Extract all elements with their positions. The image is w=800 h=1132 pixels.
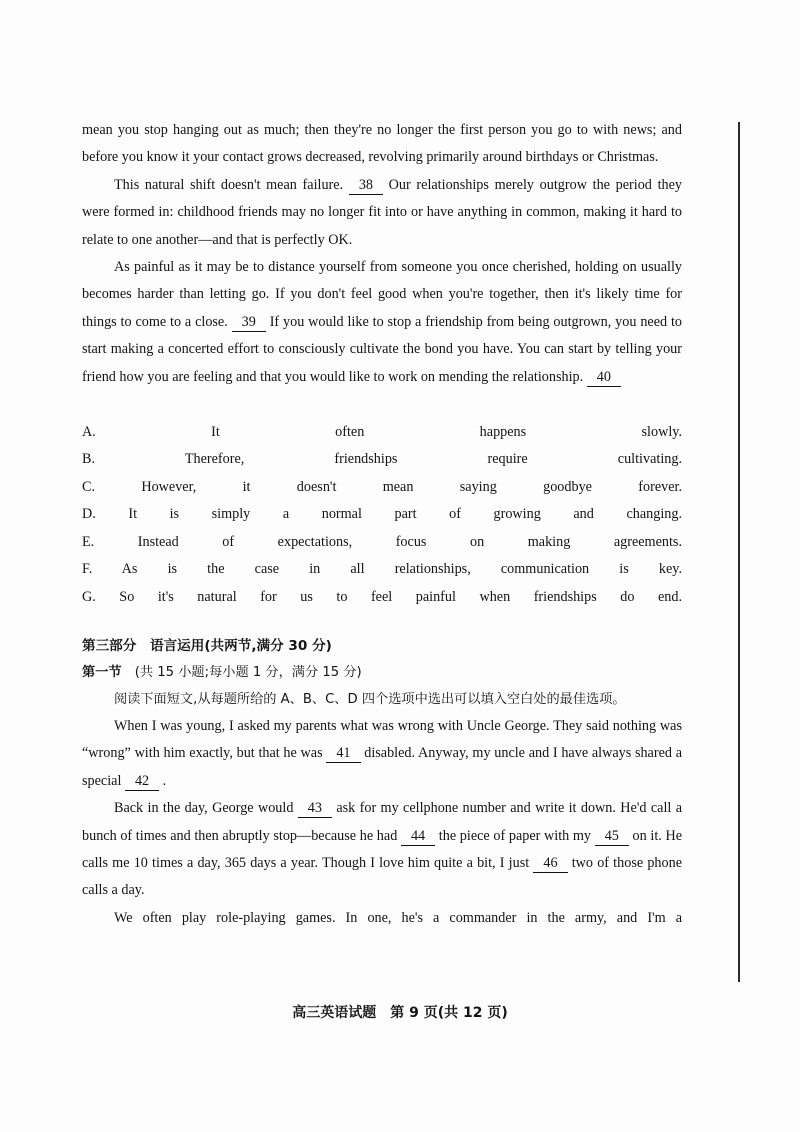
answer-options bbox=[82, 419, 682, 611]
page-footer: 高三英语试题 第 9 页(共 12 页) bbox=[292, 1005, 508, 1021]
section1-heading bbox=[82, 660, 682, 686]
blank-45: 45 bbox=[595, 827, 629, 846]
option-f: F. As is the case in all relationships, communication is key. bbox=[82, 561, 682, 578]
section1-instruction: 阅读下面短文,从每题所给的 A、B、C、D 四个选项中选出可以填入空白处的最佳选项。 bbox=[114, 691, 626, 707]
passage-text: This natural shift doesn't mean failure. bbox=[114, 176, 349, 193]
passage-text: mean you stop hanging out as much; then they're no longer the first person you go to with news; and before you know it your contact grows decreased, revolving primarily around birthdays or Christmas. bbox=[82, 122, 682, 166]
blank-41: 41 bbox=[326, 744, 360, 763]
section1-desc: (共 15 小题;每小题 1 分，满分 15 分) bbox=[121, 664, 362, 680]
cloze-text: two of those phone calls a day. bbox=[82, 854, 682, 899]
option-g: G. So it's natural for us to feel painful when friendships do end. bbox=[82, 588, 682, 605]
passage-text: As painful as it may be to distance yourself from someone you once cherished, holding on usually becomes harder than letting go. If you don't feel good when you're together, then it's likely time for things to come to a close. bbox=[82, 259, 682, 330]
option-b: B. Therefore, friendships require cultivating. bbox=[82, 451, 682, 468]
blank-44: 44 bbox=[401, 827, 435, 846]
cloze-text: . bbox=[159, 772, 167, 789]
passage-paragraph-2 bbox=[82, 172, 682, 254]
blank-39: 39 bbox=[232, 313, 266, 332]
cloze-text: disabled. Anyway, my uncle and I have always shared a special bbox=[82, 745, 682, 789]
cloze-paragraph-2 bbox=[82, 795, 682, 905]
blank-42: 42 bbox=[125, 772, 159, 791]
cloze-text: Back in the day, George would bbox=[114, 800, 298, 817]
option-e: E. Instead of expectations, focus on making agreements. bbox=[82, 533, 682, 550]
cloze-text: ask for my cellphone number and write it down. He'd call a bunch of times and then abruptly stop—because he had bbox=[82, 800, 683, 844]
passage-text: If you would like to stop a friendship from being outgrown, you need to start making a concerted effort to consciously cultivate the bond you have. You can start by telling your friend how you are feeling and that you would like to work on mending the relationship. bbox=[82, 313, 683, 385]
cloze-text: the piece of paper with my bbox=[435, 827, 595, 844]
blank-40: 40 bbox=[587, 368, 621, 387]
cloze-paragraph-1 bbox=[82, 713, 682, 795]
passage-text: Our relationships merely outgrow the period they were formed in: childhood friends may no longer fit into or have anything in common, making it hard to relate to one another—and that is perfectly OK. bbox=[82, 176, 683, 248]
passage-paragraph-3 bbox=[82, 254, 682, 391]
option-a: A. It often happens slowly. bbox=[82, 424, 682, 441]
cloze-text: on it. He calls me 10 times a day, 365 days a year. Though I love him quite a bit, I just bbox=[82, 827, 683, 871]
part3-title: 第三部分 语言运用(共两节,满分 30 分) bbox=[82, 637, 332, 654]
blank-43: 43 bbox=[298, 799, 332, 818]
cloze-text: When I was young, I asked my parents what was wrong with Uncle George. They said nothing was “wrong” with him exactly, but that he was bbox=[82, 717, 682, 762]
margin-rule bbox=[738, 122, 740, 982]
section1-label: 第一节 bbox=[82, 664, 122, 680]
page-content bbox=[82, 117, 682, 932]
cloze-paragraph-3: We often play role-playing games. In one, he's a commander in the army, and I'm a bbox=[114, 909, 682, 926]
option-c: C. However, it doesn't mean saying goodbye forever. bbox=[82, 478, 682, 495]
blank-38: 38 bbox=[349, 176, 383, 195]
passage-paragraph-1 bbox=[82, 117, 682, 172]
option-d: D. It is simply a normal part of growing and changing. bbox=[82, 506, 682, 523]
blank-46: 46 bbox=[533, 854, 567, 873]
